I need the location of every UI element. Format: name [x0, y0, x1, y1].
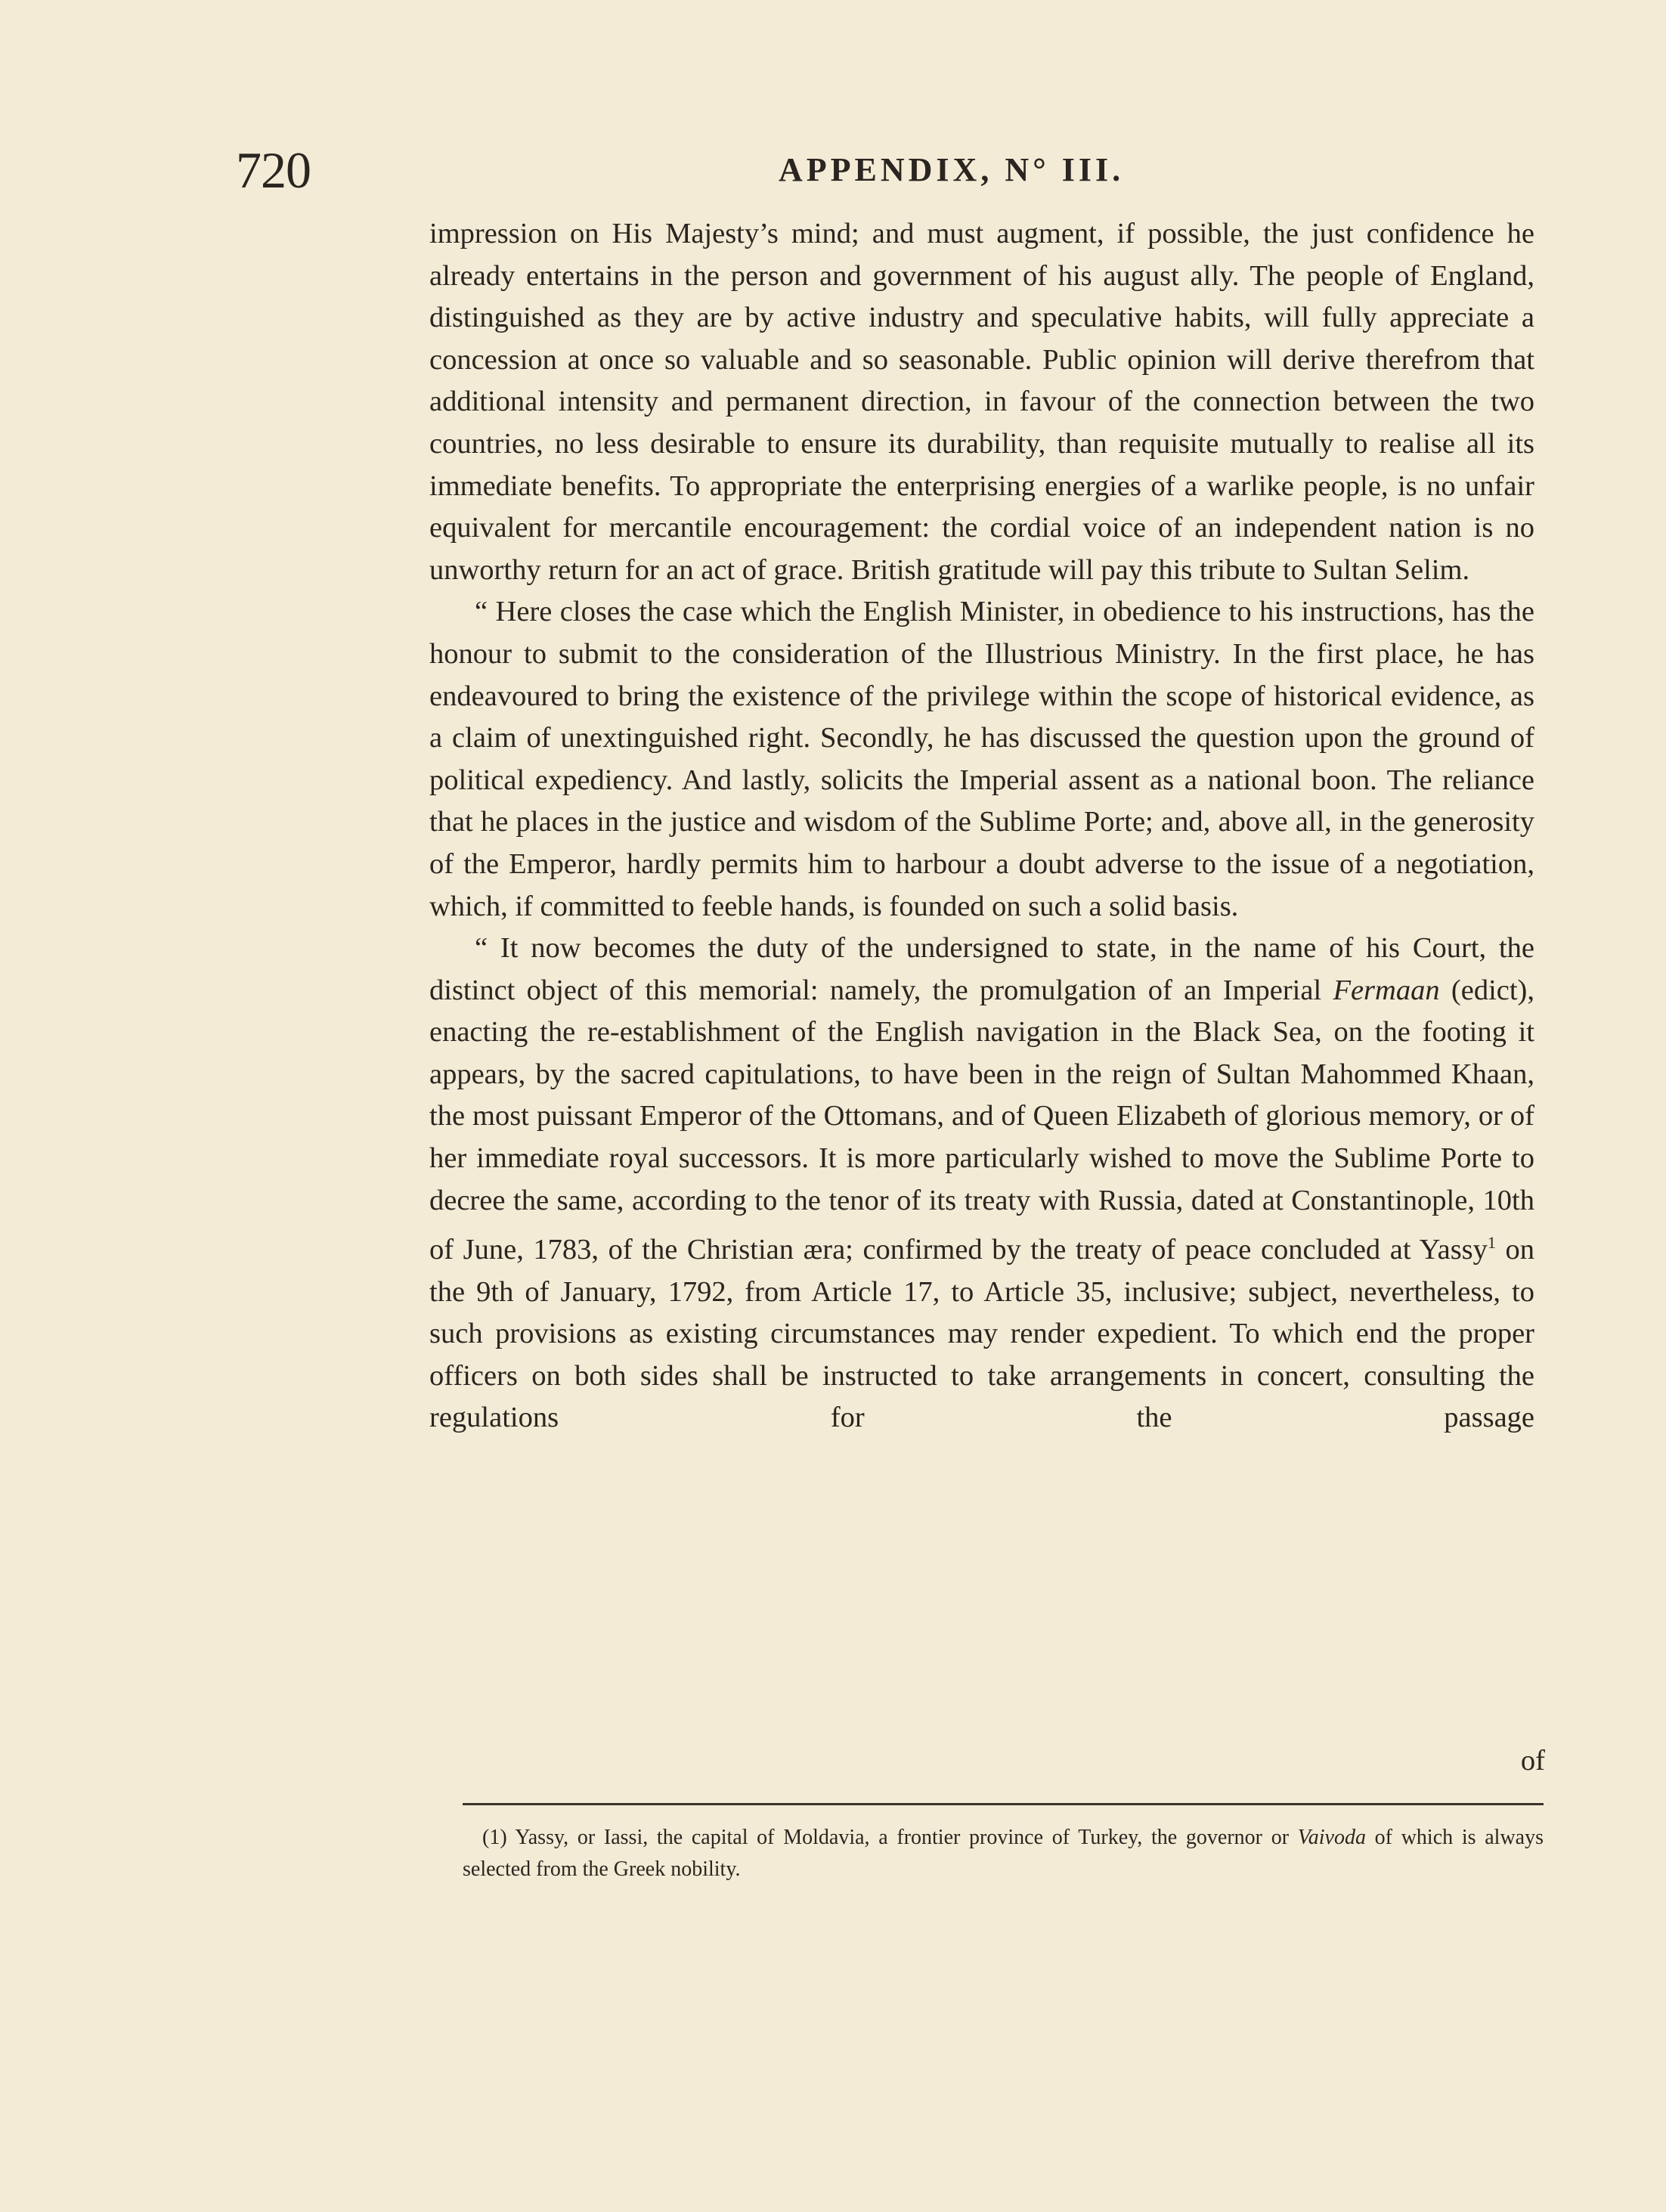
footnote-divider: [463, 1803, 1544, 1805]
footnote-italic-term: Vaivoda: [1297, 1826, 1366, 1849]
paragraph-text: on the 9th of January, 1792, from Article 17, to Article 35, inclusive; subject, nevertheless, to such provisions as existing circumstances may render expedient. To which end the proper officers on both sides shall be instructed to take arrangements in concert, consulting the regulations for the passage: [429, 1234, 1534, 1434]
running-head: APPENDIX, N° III.: [779, 151, 1125, 188]
paragraph-memorial-object: [429, 928, 1534, 1439]
paragraph-text: “ It now becomes the duty of the undersigned to state, in the name of his Court, the distinct object of this memorial: namely, the promulgation of an Imperial: [429, 932, 1534, 1006]
footnote: [463, 1822, 1544, 1885]
paragraph-text: (edict), enacting the re-establishment of the English navigation in the Black Sea, on the footing it appears, by the sacred capitulations, to have been in the reign of Sultan Mahommed Khaan, the most puissant Emperor of the Ottomans, and of Queen Elizabeth of glorious memory, or of her immediate royal successors. It is more particularly wished to move the Sublime Porte to decree the same, according to the tenor of its treaty with Russia, dated at Constantinople, 10th of June, 1783, of the Christian æra; confirmed by the treaty of peace concluded at Yassy: [429, 974, 1534, 1266]
paragraph-case-closing: “ Here closes the case which the English Minister, in obedience to his instructions, has the honour to submit to the consideration of the Illustrious Ministry. In the first place, he has endeavoured to bring the existence of the privilege within the scope of historical evidence, as a claim of unextinguished right. Secondly, he has discussed the question upon the ground of political expediency. And lastly, solicits the Imperial assent as a national boon. The reliance that he places in the justice and wisdom of the Sublime Porte; and, above all, in the generosity of the Emperor, hardly permits him to harbour a doubt adverse to the issue of a negotiation, which, if committed to feeble hands, is founded on such a solid basis.: [429, 596, 1534, 922]
footnote-text: of which is always selected from the Greek nobility.: [463, 1826, 1544, 1881]
italic-term: Fermaan: [1333, 974, 1440, 1006]
footnote-reference[interactable]: 1: [1487, 1233, 1496, 1253]
catchword: of: [1520, 1745, 1545, 1777]
footnote-marker: (1): [482, 1826, 507, 1849]
page-header: [0, 140, 1666, 200]
footnote-text: Yassy, or Iassi, the capital of Moldavia, a frontier province of Turkey, the governor or: [506, 1826, 1298, 1849]
paragraph-continued: impression on His Majesty’s mind; and must augment, if possible, the just confidence he already entertains in the person and government of his august ally. The people of England, distinguished as they are by active industry and speculative habits, will fully appreciate a concession at once so valuable and so seasonable. Public opinion will derive therefrom that additional intensity and permanent direction, in favour of the connection between the two countries, no less desirable to ensure its durability, than requisite mutually to realise all its immediate benefits. To appropriate the enterprising energies of a warlike people, is no unfair equivalent for mercantile encouragement: the cordial voice of an independent nation is no unworthy return for an act of grace. British gratitude will pay this tribute to Sultan Selim.: [429, 218, 1534, 586]
main-text: [429, 213, 1534, 1439]
page-number: 720: [236, 141, 311, 199]
